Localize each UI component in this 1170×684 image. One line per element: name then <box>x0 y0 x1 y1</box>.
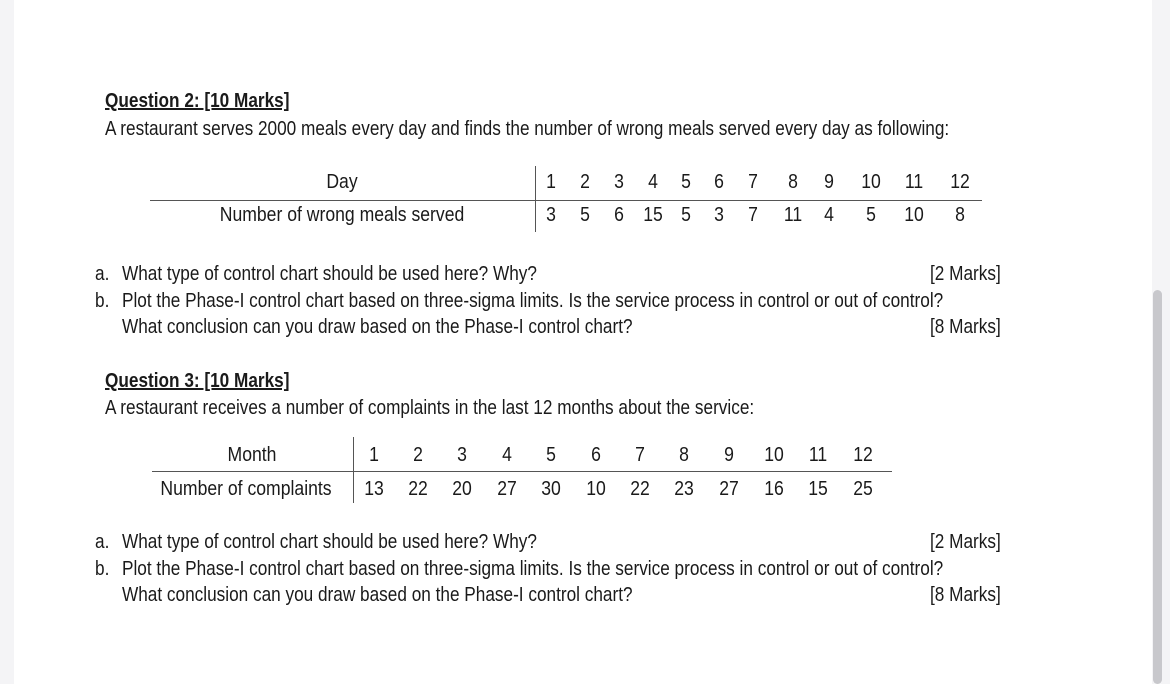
question-3-intro: A restaurant receives a number of complaints in the last 12 months about the service: <box>105 397 755 419</box>
table-cell-day: 4 <box>648 171 658 193</box>
q2-item-a-marker: a. <box>95 263 110 285</box>
q2-item-b-text-2: What conclusion can you draw based on the Phase-I control chart? <box>122 316 633 338</box>
question-3-title: Question 3: [10 Marks] <box>105 370 290 392</box>
table-cell-day: 5 <box>681 171 691 193</box>
table-cell-value: 4 <box>824 204 834 226</box>
table-cell-month: 4 <box>502 444 512 466</box>
table-cell-value: 22 <box>408 478 428 500</box>
table-row-label: Number of complaints <box>160 478 332 500</box>
table-cell-value: 20 <box>452 478 472 500</box>
table-cell-value: 5 <box>681 204 691 226</box>
q2-item-b-marker: b. <box>95 290 110 312</box>
table-cell-value: 6 <box>614 204 624 226</box>
q2-item-a-text: What type of control chart should be used here? Why? <box>122 263 537 285</box>
question-2-intro: A restaurant serves 2000 meals every day and finds the number of wrong meals served every day as following: <box>105 118 950 140</box>
vertical-scrollbar[interactable] <box>1153 290 1162 684</box>
q3-item-a-text: What type of control chart should be used here? Why? <box>122 531 537 553</box>
table-cell-day: 12 <box>950 171 970 193</box>
table-cell-month: 3 <box>457 444 467 466</box>
q3-item-b-text: Plot the Phase-I control chart based on three-sigma limits. Is the service process in control or out of control? <box>122 558 944 580</box>
table-cell-value: 27 <box>719 478 739 500</box>
table-cell-month: 1 <box>369 444 379 466</box>
table-cell-day: 3 <box>614 171 624 193</box>
table-cell-day: 11 <box>904 171 924 193</box>
table-cell-day: 9 <box>824 171 834 193</box>
table-cell-value: 15 <box>808 478 828 500</box>
table-cell-value: 13 <box>364 478 384 500</box>
q2-item-b-marks: [8 Marks] <box>930 316 1001 338</box>
table-header-label: Day <box>326 171 358 193</box>
table-cell-month: 11 <box>808 444 828 466</box>
q3-item-b-marker: b. <box>95 558 110 580</box>
table-cell-value: 3 <box>546 204 556 226</box>
q3-item-b-marks: [8 Marks] <box>930 584 1001 606</box>
table-cell-value: 16 <box>764 478 784 500</box>
table-cell-value: 11 <box>783 204 803 226</box>
table-cell-value: 10 <box>586 478 606 500</box>
table-cell-month: 2 <box>413 444 423 466</box>
table-cell-month: 8 <box>679 444 689 466</box>
table-divider <box>150 200 982 201</box>
table-cell-value: 22 <box>630 478 650 500</box>
q2-item-a-marks: [2 Marks] <box>930 263 1001 285</box>
table-cell-day: 1 <box>546 171 556 193</box>
q3-item-b-text-2: What conclusion can you draw based on the Phase-I control chart? <box>122 584 633 606</box>
table-cell-month: 6 <box>591 444 601 466</box>
table-cell-day: 6 <box>714 171 724 193</box>
table-cell-value: 5 <box>580 204 590 226</box>
table-cell-value: 7 <box>748 204 758 226</box>
table-cell-month: 10 <box>764 444 784 466</box>
table-column-divider <box>535 166 536 232</box>
table-cell-month: 9 <box>724 444 734 466</box>
table-cell-day: 8 <box>788 171 798 193</box>
table-cell-month: 12 <box>853 444 873 466</box>
q3-item-a-marks: [2 Marks] <box>930 531 1001 553</box>
table-cell-month: 7 <box>635 444 645 466</box>
table-column-divider <box>353 437 354 503</box>
table-cell-month: 5 <box>546 444 556 466</box>
table-cell-value: 23 <box>674 478 694 500</box>
table-cell-value: 15 <box>643 204 663 226</box>
table-cell-value: 3 <box>714 204 724 226</box>
q2-item-b-text: Plot the Phase-I control chart based on three-sigma limits. Is the service process in control or out of control? <box>122 290 944 312</box>
table-header-label: Month <box>227 444 277 466</box>
table-row-label: Number of wrong meals served <box>219 204 465 226</box>
table-cell-day: 10 <box>861 171 881 193</box>
table-cell-value: 27 <box>497 478 517 500</box>
table-cell-value: 25 <box>853 478 873 500</box>
table-divider <box>152 471 892 472</box>
table-cell-day: 2 <box>580 171 590 193</box>
table-cell-value: 8 <box>955 204 965 226</box>
table-cell-value: 30 <box>541 478 561 500</box>
table-cell-day: 7 <box>748 171 758 193</box>
table-cell-value: 10 <box>904 204 924 226</box>
question-2-title: Question 2: [10 Marks] <box>105 90 290 112</box>
table-cell-value: 5 <box>866 204 876 226</box>
q3-item-a-marker: a. <box>95 531 110 553</box>
